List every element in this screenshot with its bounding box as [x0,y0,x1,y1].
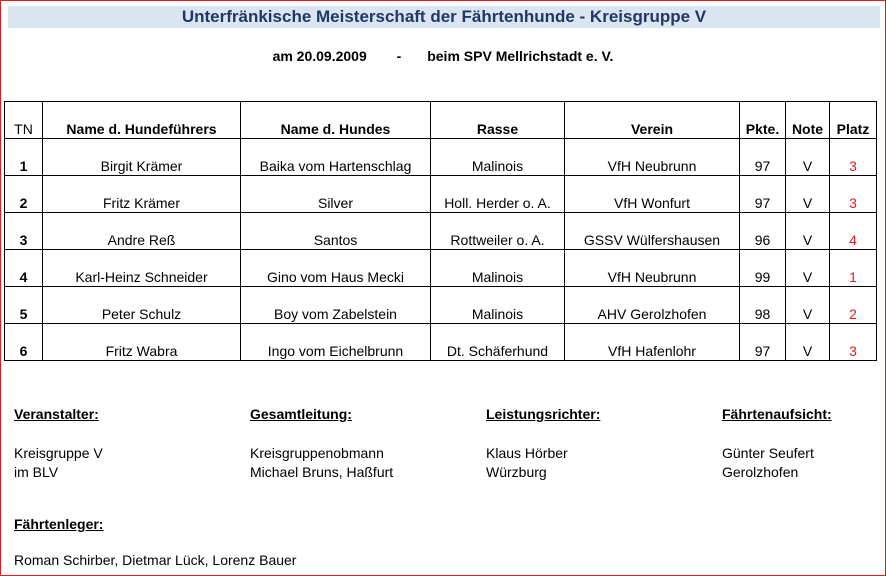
supervision-line: Günter Seufert [722,445,814,461]
cell-grade: V [786,213,830,250]
organizer-line: im BLV [14,464,59,480]
cell-breed: Malinois [431,250,565,287]
cell-points: 96 [740,213,786,250]
cell-tn: 5 [5,287,43,324]
cell-points: 98 [740,287,786,324]
cell-dog: Boy vom Zabelstein [241,287,431,324]
judge-line: Würzburg [486,464,547,480]
cell-breed: Dt. Schäferhund [431,324,565,361]
cell-club: VfH Hafenlohr [565,324,740,361]
table-row [5,250,877,287]
cell-breed: Malinois [431,139,565,176]
cell-club: AHV Gerolzhofen [565,287,740,324]
supervision-heading: Fährtenaufsicht: [722,406,832,422]
management-line: Kreisgruppenobmann [250,445,384,461]
cell-dog: Baika vom Hartenschlag [241,139,431,176]
table-row [5,213,877,250]
cell-dog: Santos [241,213,431,250]
cell-club: VfH Wonfurt [565,176,740,213]
cell-place: 3 [830,324,877,361]
cell-grade: V [786,176,830,213]
cell-place: 4 [830,213,877,250]
judge-heading: Leistungsrichter: [486,406,601,422]
table-row [5,287,877,324]
supervision-line: Gerolzhofen [722,464,799,480]
event-venue: beim SPV Mellrichstadt e. V. [427,48,614,64]
results-table [4,101,877,361]
event-date: am 20.09.2009 [272,48,367,64]
cell-handler: Karl-Heinz Schneider [43,250,241,287]
cell-tn: 1 [5,139,43,176]
cell-points: 97 [740,139,786,176]
cell-club: VfH Neubrunn [565,250,740,287]
cell-breed: Holl. Herder o. A. [431,176,565,213]
tracklayers-heading: Fährtenleger: [14,516,104,532]
cell-points: 97 [740,324,786,361]
cell-club: GSSV Wülfershausen [565,213,740,250]
cell-tn: 2 [5,176,43,213]
cell-handler: Peter Schulz [43,287,241,324]
management-line: Michael Bruns, Haßfurt [250,464,394,480]
management-heading: Gesamtleitung: [250,406,352,422]
header-dog: Name d. Hundes [241,102,431,139]
header-place: Platz [830,102,877,139]
organizer-heading: Veranstalter: [14,406,99,422]
header-tn: TN [5,102,43,139]
tracklayers-line: Roman Schirber, Dietmar Lück, Lorenz Bauer [14,552,297,568]
cell-place: 2 [830,287,877,324]
supervision-block [722,405,832,482]
organizer-block [14,405,103,482]
judge-line: Klaus Hörber [486,445,568,461]
table-row [5,139,877,176]
table-row [5,324,877,361]
tracklayers-block [14,516,296,568]
cell-club: VfH Neubrunn [565,139,740,176]
cell-place: 3 [830,139,877,176]
organizer-line: Kreisgruppe V [14,445,103,461]
cell-dog: Ingo vom Eichelbrunn [241,324,431,361]
table-row [5,176,877,213]
cell-place: 3 [830,176,877,213]
cell-tn: 4 [5,250,43,287]
document-title: Unterfränkische Meisterschaft der Fährtenhunde - Kreisgruppe V [8,6,880,28]
cell-grade: V [786,250,830,287]
cell-handler: Andre Reß [43,213,241,250]
cell-grade: V [786,287,830,324]
header-club: Verein [565,102,740,139]
cell-handler: Fritz Krämer [43,176,241,213]
cell-grade: V [786,139,830,176]
header-grade: Note [786,102,830,139]
cell-dog: Gino vom Haus Mecki [241,250,431,287]
cell-place: 1 [830,250,877,287]
judge-block [486,405,600,482]
cell-grade: V [786,324,830,361]
cell-points: 99 [740,250,786,287]
management-block [250,405,393,482]
cell-points: 97 [740,176,786,213]
event-subtitle [0,48,886,64]
header-breed: Rasse [431,102,565,139]
cell-handler: Fritz Wabra [43,324,241,361]
cell-tn: 3 [5,213,43,250]
header-points: Pkte. [740,102,786,139]
header-handler: Name d. Hundeführers [43,102,241,139]
table-header-row [5,102,877,139]
cell-tn: 6 [5,324,43,361]
cell-breed: Malinois [431,287,565,324]
cell-handler: Birgit Krämer [43,139,241,176]
subtitle-separator: - [396,48,402,64]
cell-dog: Silver [241,176,431,213]
cell-breed: Rottweiler o. A. [431,213,565,250]
